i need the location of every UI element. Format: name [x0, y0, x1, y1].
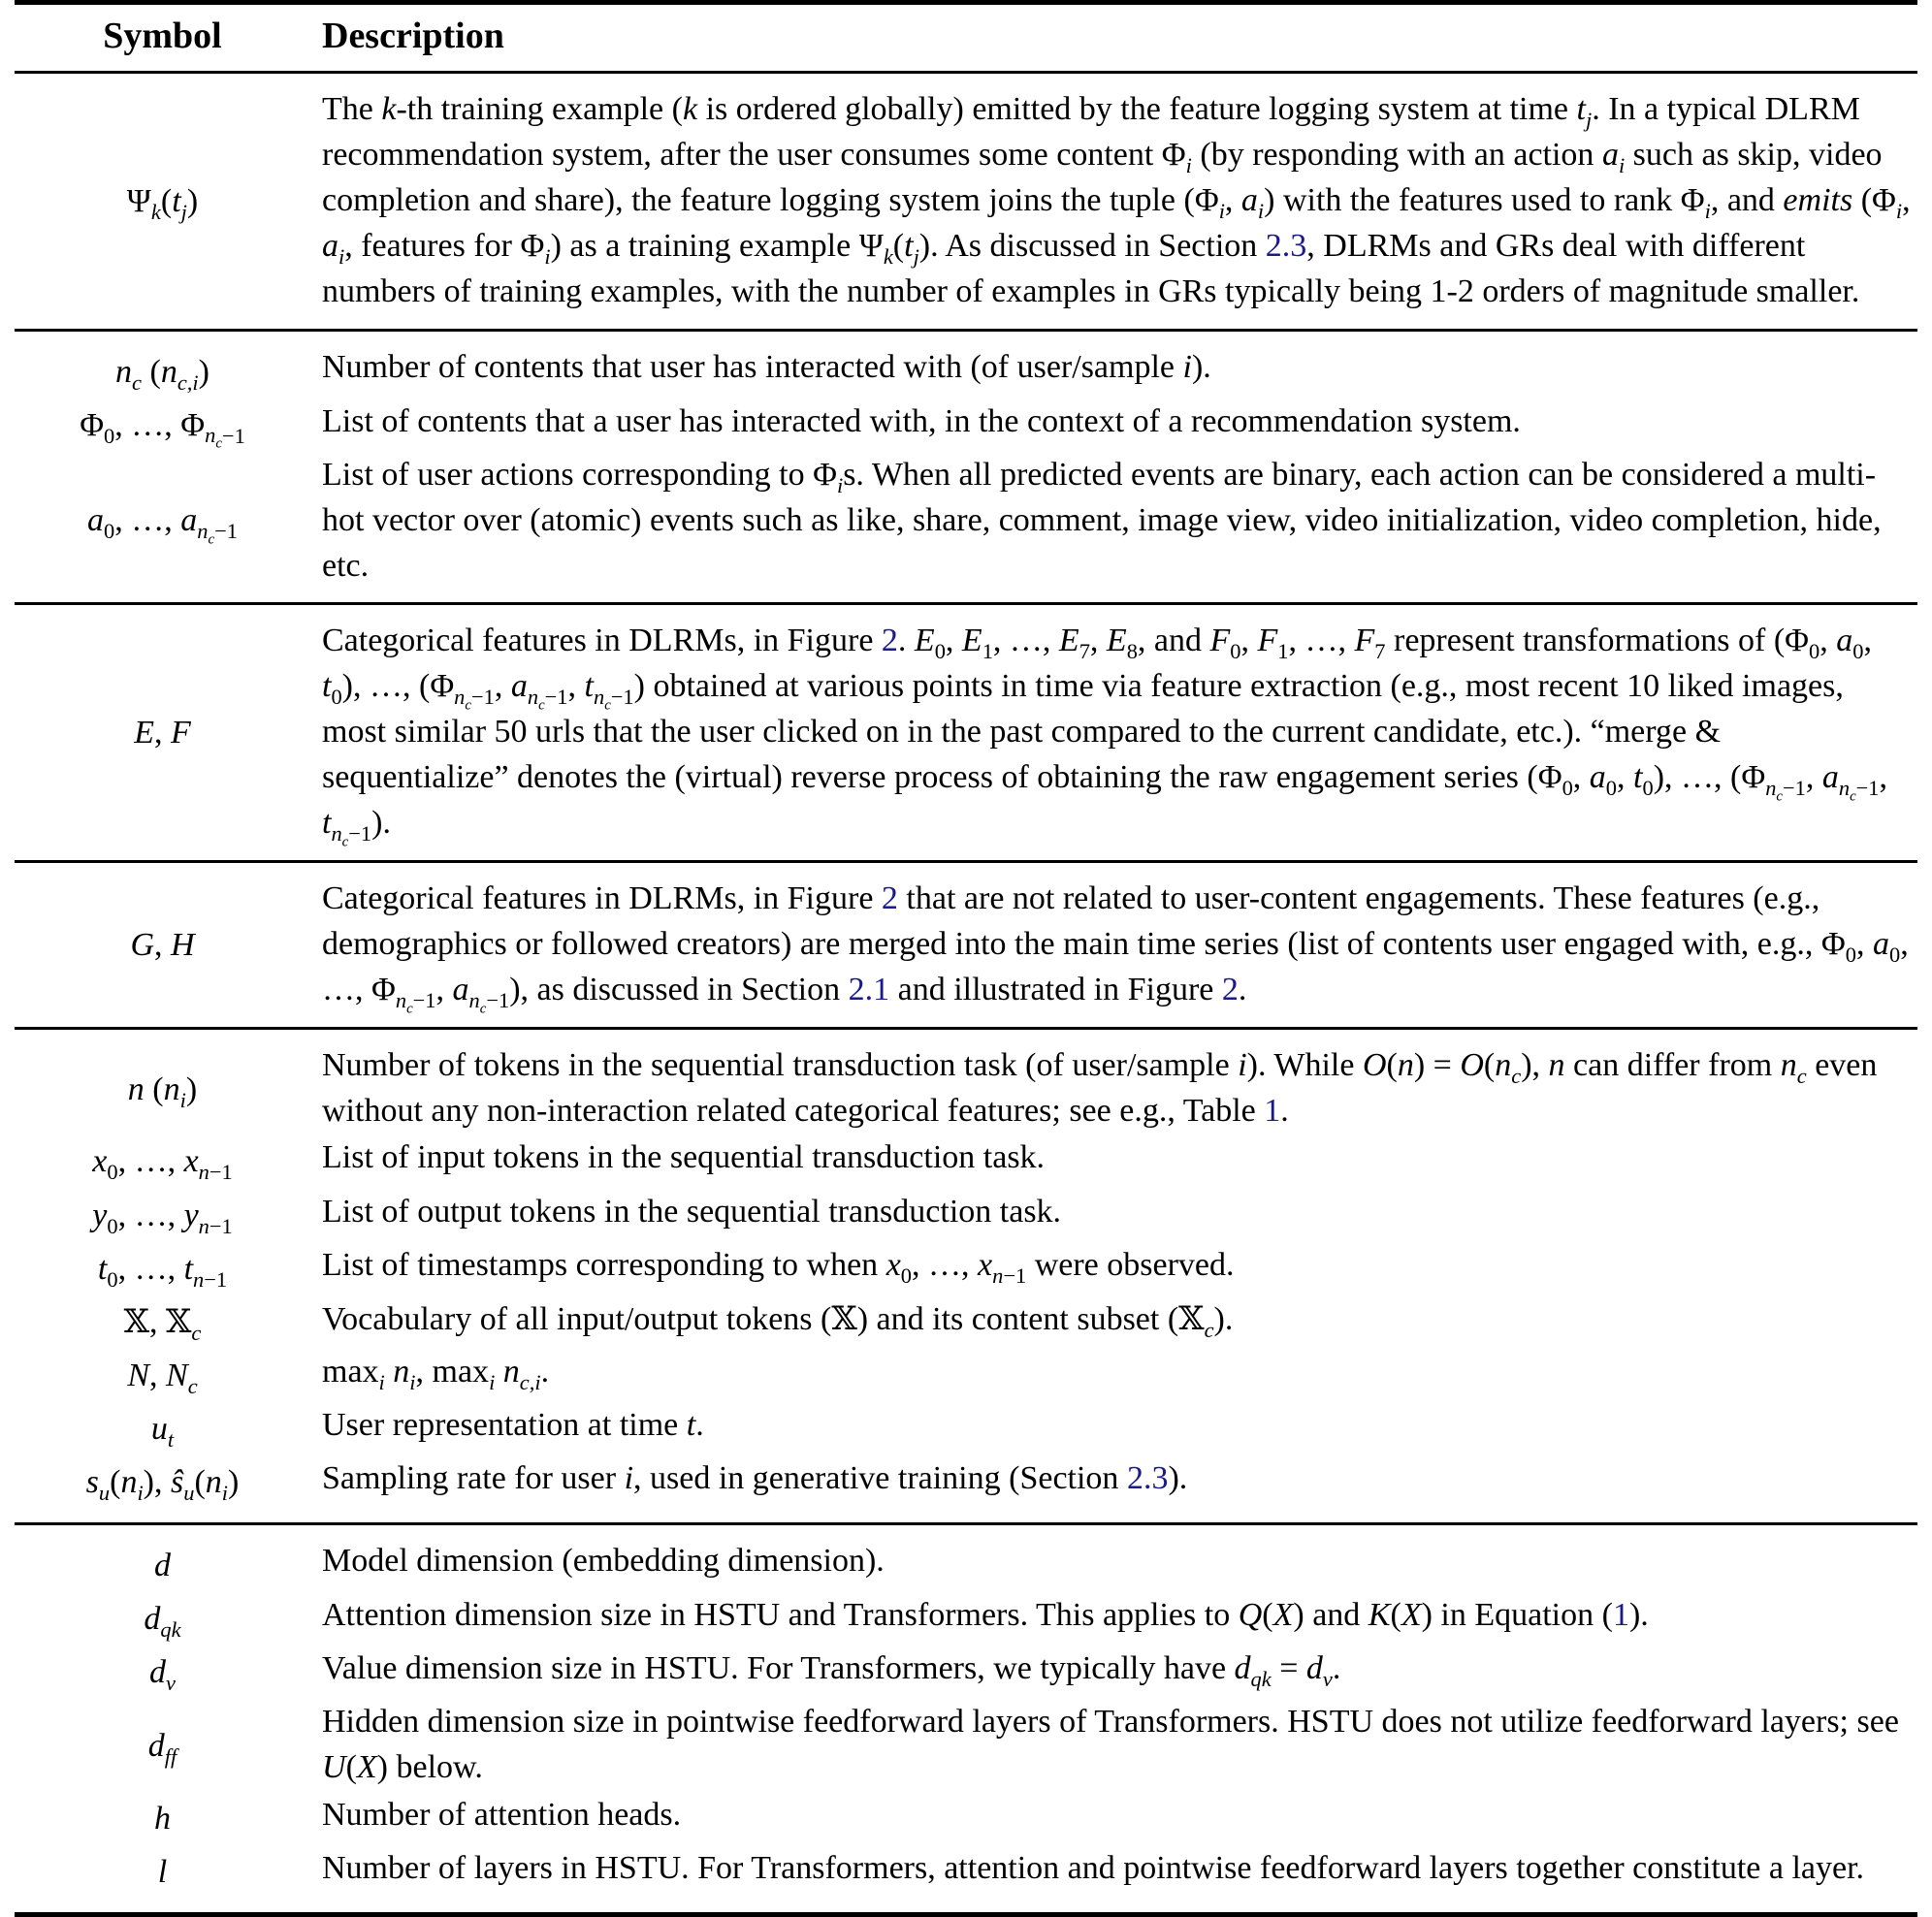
table-row	[15, 1295, 1917, 1349]
description-cell: Value dimension size in HSTU. For Transformers, we typically have $d_{qk} = d_v$.	[310, 1645, 1917, 1699]
table-row	[15, 330, 1917, 399]
description-cell: User representation at time t.	[310, 1402, 1917, 1455]
table-row	[15, 1524, 1917, 1593]
symbol-cell: $d_v$	[15, 1645, 310, 1699]
description-cell: List of input tokens in the sequential transduction task.	[310, 1134, 1917, 1188]
symbol-cell: $n_c$ $(n_{c,i})$	[15, 330, 310, 399]
description-cell: Number of tokens in the sequential transduction task (of user/sample i). While $O(n) = O(n_c)$, n can differ from $n_c$ even without any non-interaction related categorical features; see e.g., Table 1.	[310, 1028, 1917, 1134]
symbol-cell: d	[15, 1524, 310, 1593]
description-cell: Attention dimension size in HSTU and Transformers. This applies to Q(X) and K(X) in Equation (1).	[310, 1592, 1917, 1645]
table-row	[15, 1349, 1917, 1402]
table-row	[15, 1242, 1917, 1295]
symbol-cell: 𝕏, 𝕏$_c$	[15, 1295, 310, 1349]
symbol-cell: E, F	[15, 604, 310, 862]
description-cell: Vocabulary of all input/output tokens (𝕏) and its content subset (𝕏$_c$).	[310, 1295, 1917, 1349]
description-cell: List of output tokens in the sequential transduction task.	[310, 1189, 1917, 1242]
table-row	[15, 1402, 1917, 1455]
symbol-cell: $x_0$, …, $x_{n-1}$	[15, 1134, 310, 1188]
table-row	[15, 73, 1917, 331]
symbol-cell: l	[15, 1845, 310, 1915]
column-header-symbol: Symbol	[15, 3, 310, 73]
symbol-cell: h	[15, 1792, 310, 1845]
symbol-cell: $\Psi_k(t_j)$	[15, 73, 310, 331]
description-cell: Categorical features in DLRMs, in Figure 2. $E_0$, $E_1$, …, $E_7$, $E_8$, and $F_0$, $F_1$, …, $F_7$ represent transformations of ($\Phi_0$, $a_0$, $t_0$), …, ($\Phi_{n_c-1}$, $a_{n_c-1}$, $t_{n_c-1}$) obtained at various points in time via feature extraction (e.g., most recent 10 liked images, most similar 50 urls that the user clicked on in the past compared to the current candidate, etc.). “merge & sequentialize” denotes the (virtual) reverse process of obtaining the raw engagement series ($\Phi_0$, $a_0$, $t_0$), …, ($\Phi_{n_c-1}$, $a_{n_c-1}$, $t_{n_c-1}$).	[310, 604, 1917, 862]
symbol-cell: n $(n_i)$	[15, 1028, 310, 1134]
table-header-row	[15, 3, 1917, 73]
table-row	[15, 1592, 1917, 1645]
description-cell: The k-th training example (k is ordered globally) emitted by the feature logging system at time $t_j$. In a typical DLRM recommendation system, after the user consumes some content $\Phi_i$ (by responding with an action $a_i$ such as skip, video completion and share), the feature logging system joins the tuple ($\Phi_i$, $a_i$) with the features used to rank $\Phi_i$, and emits ($\Phi_i$, $a_i$, features for $\Phi_i$) as a training example $\Psi_k(t_j)$. As discussed in Section 2.3, DLRMs and GRs deal with different numbers of training examples, with the number of examples in GRs typically being 1-2 orders of magnitude smaller.	[310, 73, 1917, 331]
table-body	[15, 73, 1917, 1917]
table-row	[15, 861, 1917, 1028]
description-cell: $\max_i n_i$, $\max_i n_{c,i}$.	[310, 1349, 1917, 1402]
symbol-cell: $d_{ff}$	[15, 1699, 310, 1792]
symbol-cell: $a_0$, …, $a_{n_c-1}$	[15, 452, 310, 604]
table-row	[15, 1455, 1917, 1524]
description-cell: Number of contents that user has interacted with (of user/sample i).	[310, 330, 1917, 399]
description-cell: List of user actions corresponding to $\Phi_is$. When all predicted events are binary, each action can be considered a multi-hot vector over (atomic) events such as like, share, comment, image view, video initialization, video completion, hide, etc.	[310, 452, 1917, 604]
table-row	[15, 604, 1917, 862]
table-row	[15, 399, 1917, 452]
symbol-cell: $d_{qk}$	[15, 1592, 310, 1645]
symbol-cell: $u_t$	[15, 1402, 310, 1455]
description-cell: Sampling rate for user i, used in generative training (Section 2.3).	[310, 1455, 1917, 1524]
column-header-description: Description	[310, 3, 1917, 73]
description-cell: Number of attention heads.	[310, 1792, 1917, 1845]
table-row	[15, 1845, 1917, 1915]
description-cell: Model dimension (embedding dimension).	[310, 1524, 1917, 1593]
description-cell: Number of layers in HSTU. For Transformers, attention and pointwise feedforward layers together constitute a layer.	[310, 1845, 1917, 1915]
table-row	[15, 1189, 1917, 1242]
symbol-cell: $\Phi_0$, …, $\Phi_{n_c-1}$	[15, 399, 310, 452]
table-row	[15, 452, 1917, 604]
description-cell: List of timestamps corresponding to when $x_0$, …, $x_{n-1}$ were observed.	[310, 1242, 1917, 1295]
table-row	[15, 1028, 1917, 1134]
symbol-cell: $s_u(n_i)$, $ŝ_u(n_i)$	[15, 1455, 310, 1524]
description-cell: Categorical features in DLRMs, in Figure 2 that are not related to user-content engagements. These features (e.g., demographics or followed creators) are merged into the main time series (list of contents user engaged with, e.g., $\Phi_0$, $a_0$, …, $\Phi_{n_c-1}$, $a_{n_c-1}$), as discussed in Section 2.1 and illustrated in Figure 2.	[310, 861, 1917, 1028]
table-header	[15, 3, 1917, 73]
table-row	[15, 1699, 1917, 1792]
table-row	[15, 1645, 1917, 1699]
notation-table	[15, 0, 1917, 1917]
table-row	[15, 1134, 1917, 1188]
symbol-cell: N, $N_c$	[15, 1349, 310, 1402]
description-cell: Hidden dimension size in pointwise feedforward layers of Transformers. HSTU does not utilize feedforward layers; see U(X) below.	[310, 1699, 1917, 1792]
symbol-cell: $y_0$, …, $y_{n-1}$	[15, 1189, 310, 1242]
description-cell: List of contents that a user has interacted with, in the context of a recommendation system.	[310, 399, 1917, 452]
symbol-cell: $t_0$, …, $t_{n-1}$	[15, 1242, 310, 1295]
table-row	[15, 1792, 1917, 1845]
symbol-cell: G, H	[15, 861, 310, 1028]
